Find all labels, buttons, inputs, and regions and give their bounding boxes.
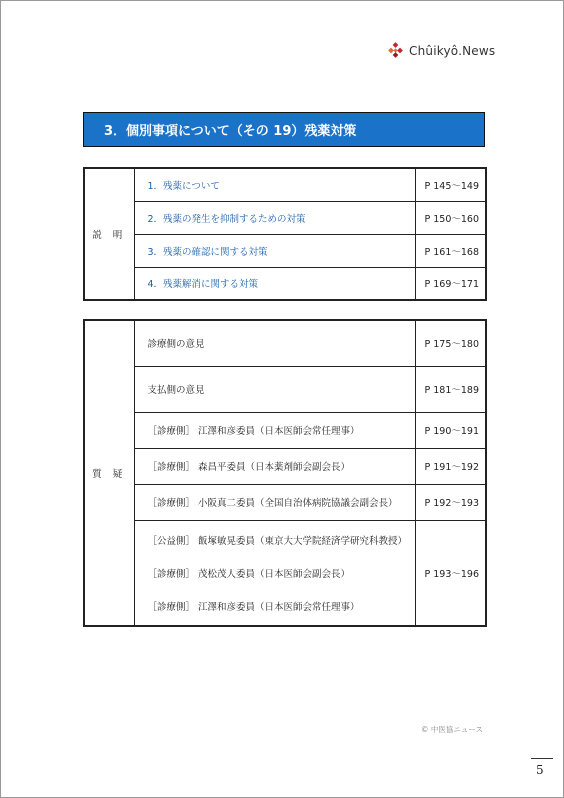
questions-table [83, 319, 487, 627]
page-number: 5 [536, 763, 544, 777]
page-number-rule [531, 758, 553, 759]
toc-item: ［診療側］ 森昌平委員（日本薬剤師会副会長） [134, 448, 415, 484]
table-row [84, 448, 486, 484]
page-range: P 150～160 [415, 201, 486, 234]
category-label: 質 疑 [84, 320, 134, 626]
toc-item: ［診療側］ 茂松茂人委員（日本医師会副会長） [147, 568, 351, 580]
toc-item: ［診療側］ 江澤和彦委員（日本医師会常任理事） [147, 601, 360, 613]
page-range: P 175～180 [415, 320, 486, 366]
toc-item: 1．残薬について [134, 168, 415, 201]
table-row [84, 234, 486, 267]
page-range: P 181～189 [415, 366, 486, 412]
table-row [84, 320, 486, 366]
copyright-notice: © 中医協ニュース [421, 725, 484, 734]
table-row [84, 168, 486, 201]
table-row [84, 366, 486, 412]
table-row [84, 520, 486, 626]
toc-item: ［診療側］ 江澤和彦委員（日本医師会常任理事） [134, 412, 415, 448]
table-row [84, 267, 486, 300]
table-row [84, 412, 486, 448]
table-row [84, 484, 486, 520]
page-range: P 191～192 [415, 448, 486, 484]
toc-item: 支払側の意見 [134, 366, 415, 412]
explanation-table [83, 167, 487, 301]
toc-item: 診療側の意見 [134, 320, 415, 366]
toc-item: 2．残薬の発生を抑制するための対策 [134, 201, 415, 234]
page-range: P 193～196 [415, 520, 486, 626]
toc-item: ［公益側］ 飯塚敏晃委員（東京大大学院経済学研究科教授） [147, 535, 408, 547]
toc-item: 4．残薬解消に関する対策 [134, 267, 415, 300]
brand-name: Chûikyô.News [409, 44, 496, 58]
toc-item: ［診療側］ 小阪真二委員（全国自治体病院協議会副会長） [134, 484, 415, 520]
page-range: P 190～191 [415, 412, 486, 448]
toc-item: 3．残薬の確認に関する対策 [134, 234, 415, 267]
toc-item-group [134, 520, 415, 626]
page-range: P 192～193 [415, 484, 486, 520]
brand-logo [387, 41, 495, 61]
category-label: 説 明 [84, 168, 134, 300]
page-range: P 145～149 [415, 168, 486, 201]
section-heading: 3．個別事項について（その 19）残薬対策 [83, 112, 485, 147]
page-range: P 161～168 [415, 234, 486, 267]
page-range: P 169～171 [415, 267, 486, 300]
table-row [84, 201, 486, 234]
diamond-logo-icon [387, 42, 405, 60]
